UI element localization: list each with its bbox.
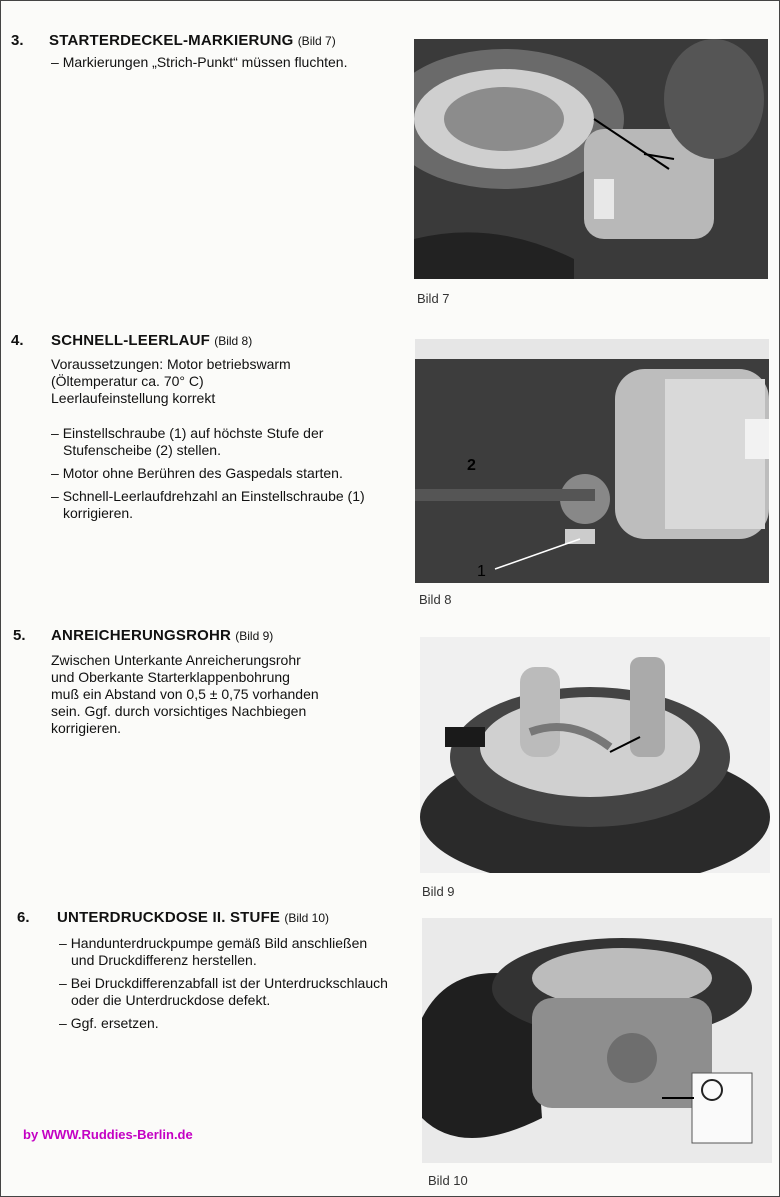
figure-ref: (Bild 10) <box>284 911 330 925</box>
intro-line: und Oberkante Starterklappenbohrung <box>51 669 290 685</box>
photo-bild-10 <box>422 918 772 1163</box>
section-body <box>51 652 411 737</box>
section-number: 3. <box>11 32 24 49</box>
bullet-item: – Einstellschraube (1) auf höchste Stufe der Stufenscheibe (2) stellen. <box>51 425 401 459</box>
section-body <box>51 356 401 528</box>
section-number: 4. <box>11 332 24 349</box>
section-body <box>51 54 371 77</box>
section-title <box>51 332 252 349</box>
photo-bild-8 <box>415 339 769 583</box>
section-title <box>51 627 273 644</box>
section-number: 5. <box>13 627 26 644</box>
photo-label: 2 <box>467 457 476 474</box>
figure-ref: (Bild 7) <box>297 34 336 48</box>
photo-caption: Bild 10 <box>428 1173 468 1188</box>
photo-bild-9 <box>420 637 770 873</box>
bullet-item: – Markierungen „Strich-Punkt“ müssen fluchten. <box>51 54 371 71</box>
section-title-text: STARTERDECKEL-MARKIERUNG <box>49 32 294 49</box>
bullet-item: – Motor ohne Berühren des Gaspedals starten. <box>51 465 401 482</box>
intro-line: sein. Ggf. durch vorsichtiges Nachbiegen <box>51 703 307 719</box>
photo-caption: Bild 7 <box>417 291 450 306</box>
section-number: 6. <box>17 909 30 926</box>
section-title <box>49 32 336 49</box>
figure-ref: (Bild 8) <box>214 334 253 348</box>
footer-credit: by WWW.Ruddies-Berlin.de <box>23 1127 193 1142</box>
section-body <box>59 935 394 1038</box>
section-title-text: ANREICHERUNGSROHR <box>51 627 232 644</box>
photo-caption: Bild 9 <box>422 884 455 899</box>
intro-line: Zwischen Unterkante Anreicherungsrohr <box>51 652 301 668</box>
photo-label: 1 <box>477 563 486 580</box>
photo-bild-7 <box>414 39 768 279</box>
bullet-item: – Handunterdruckpumpe gemäß Bild anschließen und Druckdifferenz herstellen. <box>59 935 394 969</box>
intro-line: korrigieren. <box>51 720 122 736</box>
figure-ref: (Bild 9) <box>235 629 274 643</box>
intro-line: Leerlaufeinstellung korrekt <box>51 390 216 406</box>
photo-caption: Bild 8 <box>419 592 452 607</box>
intro-line: (Öltemperatur ca. 70° C) <box>51 373 204 389</box>
intro-line: muß ein Abstand von 0,5 ± 0,75 vorhanden <box>51 686 319 702</box>
section-title-text: SCHNELL-LEERLAUF <box>51 332 211 349</box>
intro-line: Voraussetzungen: Motor betriebswarm <box>51 356 291 372</box>
bullet-item: – Ggf. ersetzen. <box>59 1015 394 1032</box>
bullet-item: – Bei Druckdifferenzabfall ist der Unterdruckschlauch oder die Unterdruckdose defekt. <box>59 975 394 1009</box>
section-title <box>57 909 329 926</box>
bullet-item: – Schnell-Leerlaufdrehzahl an Einstellschraube (1) korrigieren. <box>51 488 401 522</box>
section-title-text: UNTERDRUCKDOSE II. STUFE <box>57 909 281 926</box>
